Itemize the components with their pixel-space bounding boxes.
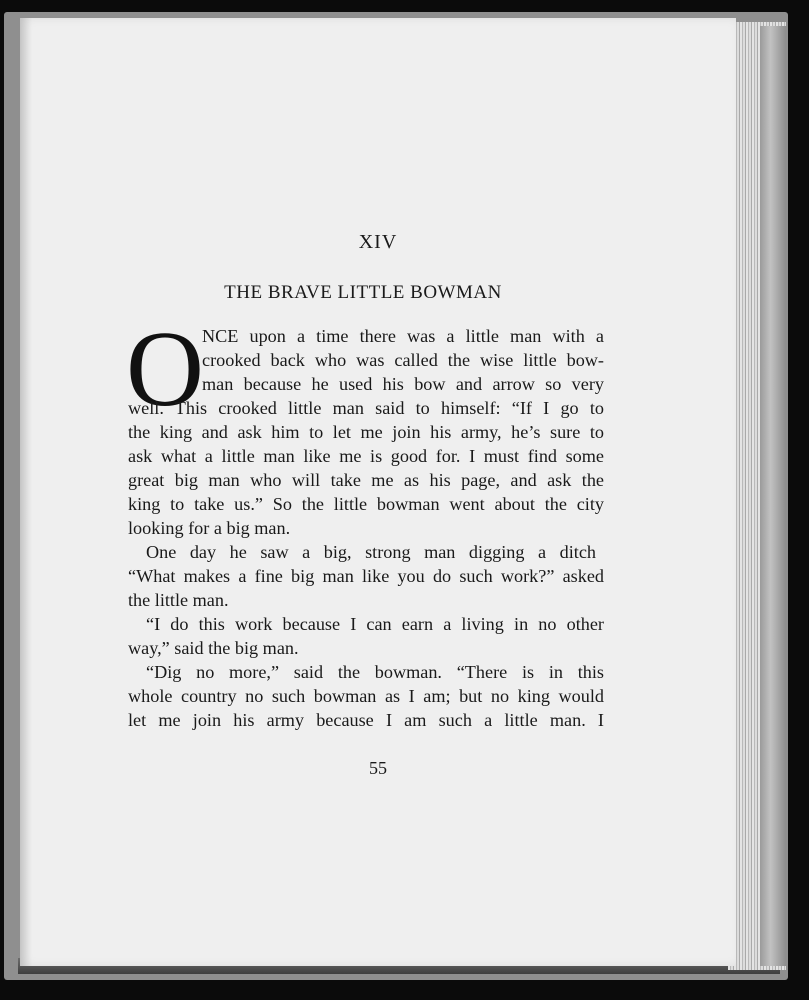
body-line: NCE upon a time there was a little man with a (202, 326, 604, 346)
body-line: One day he saw a big, strong man digging a ditch (146, 542, 596, 562)
body-line: man because he used his bow and arrow so very (202, 374, 604, 394)
body-line: “What makes a fine big man like you do such work?” asked (128, 566, 604, 586)
page-number: 55 (369, 758, 387, 778)
book-page (20, 18, 736, 966)
body-line: the little man. (128, 590, 229, 610)
body-line: let me join his army because I am such a little man. I (128, 710, 604, 730)
page-edges-shade (760, 26, 786, 966)
body-line: great big man who will take me as his page, and ask the (128, 470, 604, 490)
chapter-number: XIV (358, 231, 398, 253)
body-line: well. This crooked little man said to himself: “If I go to (128, 398, 604, 418)
body-line: ask what a little man like me is good for. I must find some (128, 446, 604, 466)
body-line: king to take us.” So the little bowman went about the city (128, 494, 604, 514)
body-line: “Dig no more,” said the bowman. “There is in this (146, 662, 604, 682)
drop-cap: O (126, 310, 204, 429)
spine-shadow (20, 18, 32, 966)
body-line: “I do this work because I can earn a living in no other (146, 614, 604, 634)
body-line: way,” said the big man. (128, 638, 299, 658)
body-line: crooked back who was called the wise little bow- (202, 350, 604, 370)
body-line: looking for a big man. (128, 518, 291, 538)
body-line: the king and ask him to let me join his army, he’s sure to (128, 422, 604, 442)
body-line: whole country no such bowman as I am; but no king would (128, 686, 604, 706)
chapter-title: THE BRAVE LITTLE BOWMAN (224, 282, 502, 303)
